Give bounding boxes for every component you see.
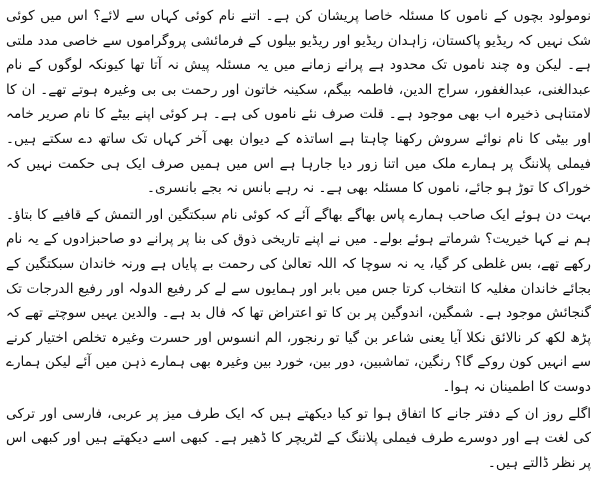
paragraph-2: بہت دن ہوئے ایک صاحب ہمارے پاس بھاگے بھاگے آئے کہ کوئی نام سبکتگین اور التمش کے قافیے کا بتاؤ۔ ہم نے کہا خیریت؟ شرماتے ہوئے بولے۔ میں نے اپنے تاریخی ذوق کی بنا پر پرانے دو صاحبزادوں کے یہ نام رکھے تھے، بس غلطی کر گیا، یہ نہ سوچا کہ اللہ تعالیٰ کی رحمت بے پایاں ہے ورنہ خاندان سبکتگین کے بجائے خاندان مغلیہ کا انتخاب کرتا جس میں بابر اور ہمایوں سے لے کر رفیع الدولہ اور رفیع الدرجات تک گنجائش موجود ہے۔ شمگین، اندوگین پر بن کا تو اعتراض تھا کہ فال بد ہے۔ والدین یہیں سوچتے تھے کہ پڑھ لکھ کر نالائق نکلا آیا یعنی شاعر بن گیا تو رنجور، الم انسوس اور حسرت وغیرہ تخلص اختیار کرنے سے انہیں کون روکے گا؟ رنگین، تماشبین، دور بین، خورد بین وغیرہ بھی ہمارے ذہن میں آئے لیکن ہمارے دوست کا اطمینان نہ ہوا۔	[6, 206, 591, 395]
paragraph-1: نومولود بچوں کے ناموں کا مسئلہ خاصا پریشان کن ہے۔ اتنے نام کوئی کہاں سے لائے؟ اس میں کوئی شک نہیں کہ ریڈیو پاکستان، زاہدان ریڈیو اور ریڈیو بیلوں کے فرمائشی پروگراموں سے خاصی مدد ملتی ہے۔ لیکن وہ چند ناموں تک محدود ہے پرانے زمانے میں یہ مسئلہ پیش نہ آتا تھا کیونکہ لوگوں کے نام عبدالغنی، عبدالغفور، سراج الدین، فاطمہ بیگم، سکینہ خاتون اور رحمت بی بی وغیرہ ہوتے تھے۔ ان کا لامتناہی ذخیرہ اب بھی موجود ہے۔ قلت صرف نئے ناموں کی ہے۔ ہر کوئی اپنے بیٹے کا نام صریر خامہ اور بیٹی کا نام نوائے سروش رکھنا چاہتا ہے اساتذہ کے دیوان بھی آخر کہاں تک ساتھ دے سکتے ہیں۔ فیملی پلاننگ پر ہمارے ملک میں اتنا زور دیا جارہا ہے اس میں ہمیں صرف ایک ہی حکمت نہیں کہ خوراک کا توڑ ہو جائے، ناموں کا مسئلہ بھی ہے۔ نہ رہے بانس نہ بجے بانسری۔	[6, 8, 591, 197]
paragraph-3: اگلے روز ان کے دفتر جانے کا اتفاق ہوا تو کیا دیکھتے ہیں کہ ایک طرف میز پر عربی، فارسی اور ترکی کی لغت ہے اور دوسرے طرف فیملی پلاننگ کے لٹریچر کا ڈھیر ہے۔ کبھی اسے دیکھتے ہیں اور کبھی اس پر نظر ڈالتے ہیں۔	[6, 405, 591, 471]
